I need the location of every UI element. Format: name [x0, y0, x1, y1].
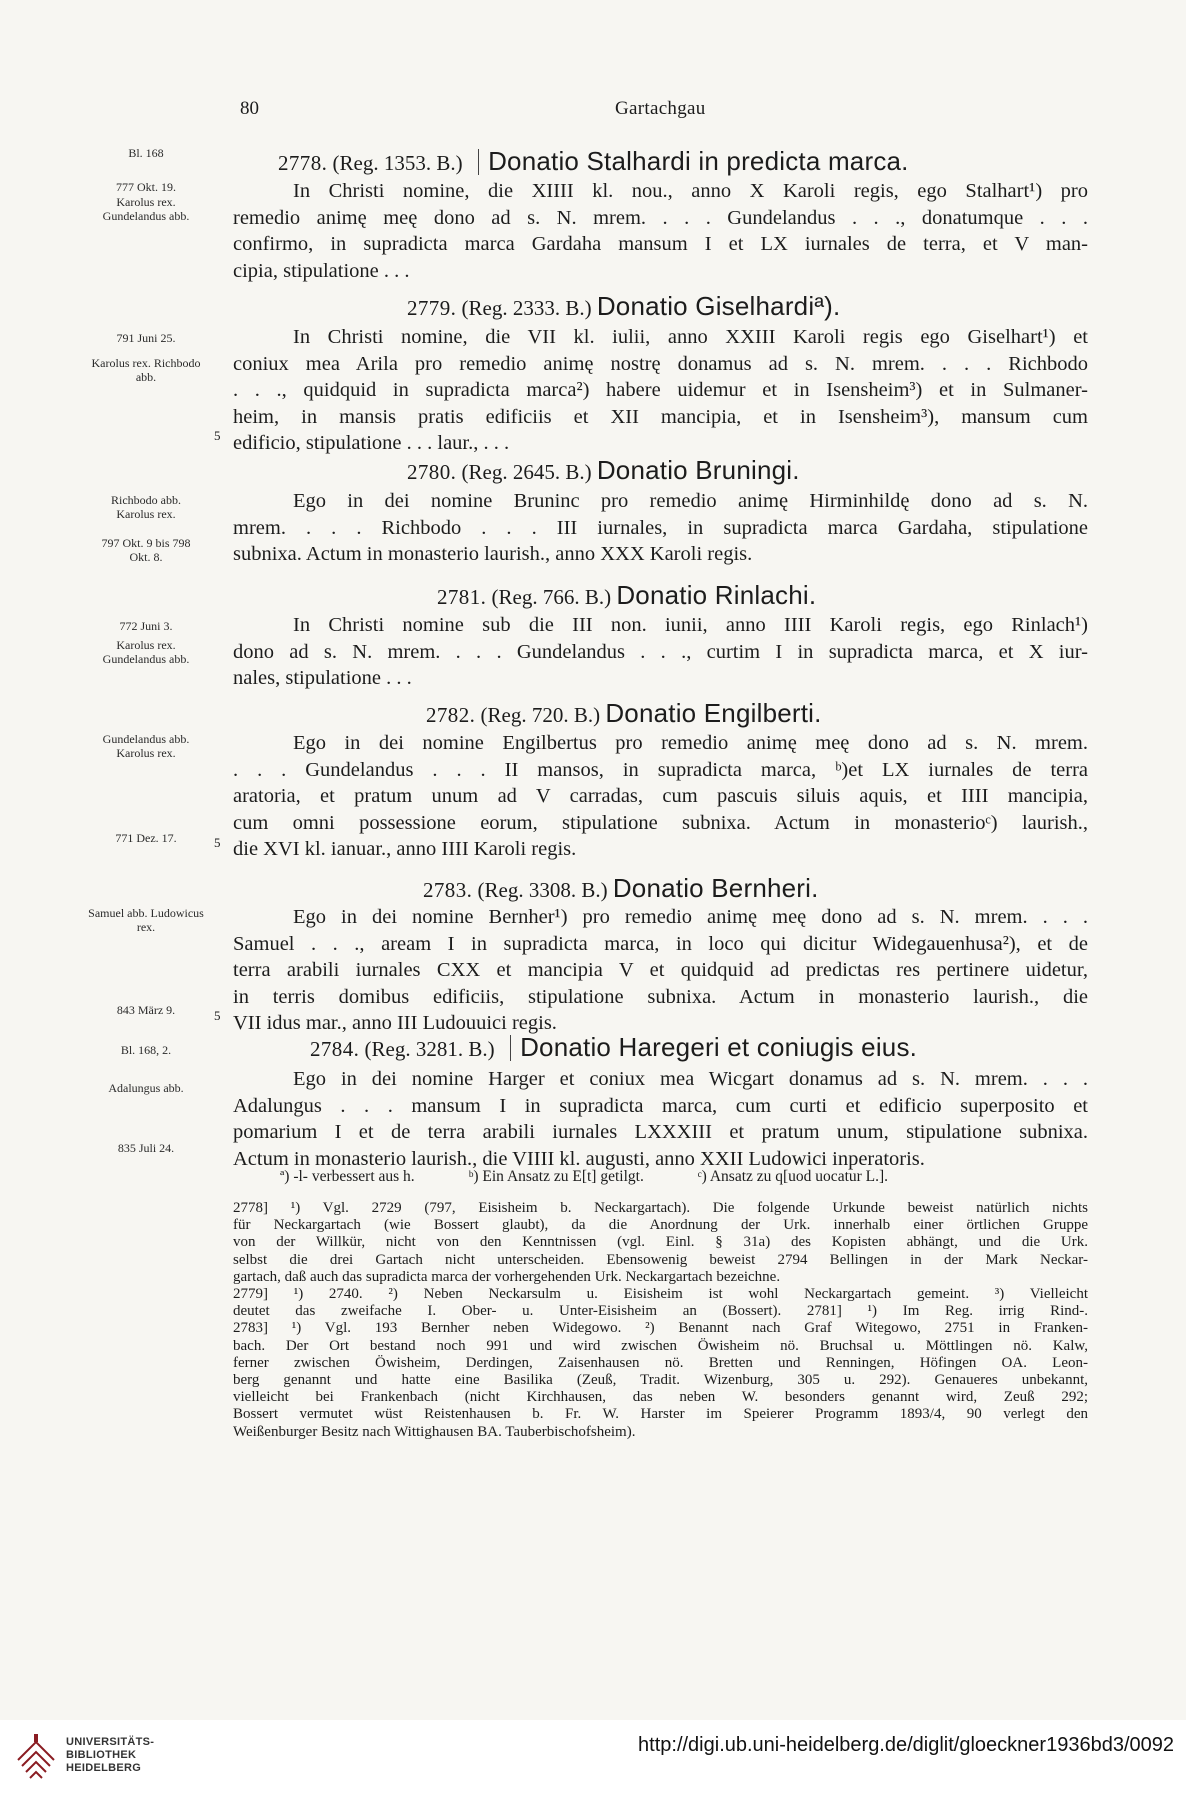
margin-note: Bl. 168, 2. [120, 1043, 172, 1057]
text-line: subnixa. Actum in monasterio laurish., anno XXX Karoli regis. [233, 543, 753, 565]
text-line: VII idus mar., anno III Ludouuici regis. [233, 1012, 557, 1034]
register-ref: (Reg. 2645. B.) [461, 460, 592, 484]
permalink[interactable]: http://digi.ub.uni-heidelberg.de/diglit/gloeckner1936bd3/0092 [638, 1734, 1174, 1756]
footnote-line: selbst die drei Gartach nicht unterscheiden. Ebensowenig beweist 2794 Bellingen in der Mark Neckar- [233, 1251, 1088, 1268]
entry-text [233, 324, 1088, 457]
page-header [0, 98, 1186, 128]
text-line: Ego in dei nomine Bruninc pro remedio animę Hirminhildę dono ad s. N. [293, 490, 1088, 512]
margin-note: Richbodo abb. Karolus rex. [111, 493, 181, 521]
margin-note: Adalungus abb. [108, 1081, 184, 1095]
footnote-line: 2783] ¹) Vgl. 193 Bernher neben Widegowo. ²) Benannt nach Graf Witegowo, 2751 in Franken- [233, 1320, 1088, 1337]
text-line: nales, stipulatione . . . [233, 667, 412, 689]
footnote-line: ferner zwischen Öwisheim, Derdingen, Zaisenhausen nö. Bretten und Renningen, Höfingen OA. Leon- [233, 1354, 1088, 1371]
entry-title: Donatio Rinlachi. [616, 580, 817, 610]
text-line: In Christi nomine, die VII kl. iulii, anno XXIII Karoli regis ego Giselhart¹) et [293, 326, 1088, 348]
footnote-line: gartach, daß auch das supradicta marca der vorhergehenden Urk. Neckargartach bezeichne. [233, 1268, 781, 1285]
footnote-line: vielleicht bei Frankenbach (nicht Kirchhausen, das neben W. besonders genannt wird, Zeuß 292; [233, 1389, 1088, 1406]
entry-number: 2779. [407, 296, 457, 320]
column-bar [510, 1035, 511, 1061]
footnote-line: bach. Der Ort bestand noch 991 und wird zwischen Öwisheim nö. Bruchsal u. Möttlingen nö. Kalw, [233, 1337, 1088, 1354]
text-line: mrem. . . . Richbodo . . . III iurnales, in supradicta marca Gardaha, stipulatione [233, 516, 1088, 539]
text-line: heim, in mansis pratis edificiis et XII mancipia, et in Isensheim³), mansum cum [233, 405, 1088, 428]
entry-title: Donatio Engilberti. [605, 698, 822, 728]
entry-heading [423, 873, 819, 904]
text-line: In Christi nomine, die XIIII kl. nou., anno X Karoli regis, ego Stalhart¹) pro [293, 180, 1088, 202]
margin-note: 791 Juni 25. [116, 331, 176, 345]
register-ref: (Reg. 766. B.) [491, 585, 612, 609]
margin-note: 835 Juli 24. [117, 1141, 175, 1155]
entry-number: 2781. [437, 585, 487, 609]
text-line: Samuel . . ., aream I in supradicta marca, in loco qui dicitur Widegauenhusa²), et de [233, 932, 1088, 955]
margin-note: Karolus rex. Gundelandus abb. [102, 195, 190, 223]
text-line: Ego in dei nomine Bernher¹) pro remedio animę meę dono ad s. N. mrem. . . . [293, 906, 1088, 928]
entry-title: Donatio Bruningi. [596, 455, 800, 485]
text-line: edificio, stipulatione . . . laur., . . . [233, 432, 510, 454]
entry-number: 2784. [310, 1037, 360, 1061]
text-line: dono ad s. N. mrem. . . . Gundelandus . . ., curtim I in supradicta marca, et X iur- [233, 640, 1088, 663]
register-ref: (Reg. 720. B.) [480, 703, 601, 727]
margin-note: Gundelandus abb. Karolus rex. [102, 732, 190, 760]
footnote-line: 2779] ¹) 2740. ²) Neben Neckarsulm u. Eisisheim ist wohl Neckargartach gemeint. ³) Vielleicht [233, 1286, 1088, 1303]
entry-heading [310, 1032, 917, 1063]
entry-text [233, 612, 1088, 692]
footnote-line: Bossert vermutet wüst Reistenhausen b. Fr. W. Harster im Speierer Programm 1893/4, 90 verlegt den [233, 1406, 1088, 1423]
column-bar [478, 149, 479, 175]
footnote-line: deutet das zweifache I. Ober- u. Unter-Eisisheim an (Bossert). 2781] ¹) Im Reg. irrig Rind-. [233, 1303, 1088, 1320]
entry-heading [426, 698, 822, 729]
text-line: cipia, stipulatione . . . [233, 259, 410, 282]
text-line: . . . Gundelandus . . . II mansos, in supradicta marca, ᵇ)et LX iurnales de terra [233, 758, 1088, 781]
margin-note: 843 März 9. [116, 1003, 176, 1017]
footnote-line: Weißenburger Besitz nach Wittighausen BA. Tauberbischofsheim). [233, 1423, 636, 1440]
register-ref: (Reg. 3308. B.) [477, 878, 608, 902]
text-line: in terris domibus edificiis, stipulatione subnixa. Actum in monasterio laurish., die [233, 985, 1088, 1008]
margin-note: Bl. 168 [128, 146, 164, 160]
text-line: Ego in dei nomine Harger et coniux mea Wicgart donamus ad s. N. mrem. . . . [293, 1068, 1088, 1090]
entry-title: Donatio Stalhardi in predicta marca. [488, 146, 909, 176]
text-line: Actum in monasterio laurish., die VIIII kl. augusti, anno XXII Ludowici inperatoris. [233, 1147, 925, 1170]
margin-note: 777 Okt. 19. [116, 180, 176, 194]
text-line: aratoria, et pratum unum ad V carradas, cum pascuis siluis aquis, et IIII mancipia, [233, 785, 1088, 807]
entry-text [233, 904, 1088, 1037]
line-number: 5 [214, 428, 221, 443]
footnotes [233, 1200, 1088, 1441]
line-number: 5 [214, 835, 221, 850]
apparatus-note: ª) -l- verbessert aus h. [280, 1168, 415, 1185]
entry-number: 2780. [407, 460, 457, 484]
margin-note: 797 Okt. 9 bis 798 Okt. 8. [101, 536, 191, 564]
entry-title: Donatio Giselhardiª). [596, 291, 841, 321]
text-line: remedio animę meę dono ad s. N. mrem. . . . Gundelandus . . ., donatumque . . . [233, 206, 1088, 229]
text-line: confirmo, in supradicta marca Gardaha mansum I et LX iurnales de terra, et V man- [233, 233, 1088, 255]
entry-number: 2778. [278, 151, 328, 175]
page-number: 80 [240, 98, 259, 119]
margin-note: 771 Dez. 17. [115, 831, 177, 845]
entry-title: Donatio Haregeri et coniugis eius. [520, 1032, 918, 1062]
margin-note: Karolus rex. Richbodo abb. [91, 356, 201, 384]
text-line: cum omni possessione eorum, stipulatione subnixa. Actum in monasterioᶜ) laurish., [233, 811, 1088, 834]
text-line: Ego in dei nomine Engilbertus pro remedio animę meę dono ad s. N. mrem. [293, 732, 1088, 754]
entry-title: Donatio Bernheri. [612, 873, 819, 903]
register-ref: (Reg. 3281. B.) [364, 1037, 495, 1061]
entry-heading [437, 580, 816, 611]
running-head: Gartachgau [615, 98, 706, 119]
text-line: Adalungus . . . mansum I in supradicta marca, cum curti et edificio superposito et [233, 1094, 1088, 1117]
footnote-line: berg genannt und hatte eine Basilika (Zeuß, Tradit. Wizenburg, 305 u. 292). Genaueres unbekannt, [233, 1372, 1088, 1389]
apparatus-note: ᶜ) Ansatz zu q[uod uocatur L.]. [697, 1168, 889, 1185]
entry-heading [407, 291, 840, 322]
margin-note: 772 Juni 3. [119, 619, 173, 633]
apparatus-note: ᵇ) Ein Ansatz zu E[t] getilgt. [468, 1168, 644, 1185]
entry-text [233, 178, 1088, 284]
entry-text [233, 730, 1088, 863]
line-number: 5 [214, 1008, 221, 1023]
register-ref: (Reg. 2333. B.) [461, 296, 592, 320]
text-line: . . ., quidquid in supradicta marca²) habere uidemur et in Isensheim³) et in Sulmaner- [233, 379, 1088, 401]
footnote-line: von der Willkür, nicht von den Kenntnissen (vgl. Einl. § 31a) des Kopisten abhängt, und die Urk. [233, 1234, 1088, 1251]
register-ref: (Reg. 1353. B.) [332, 151, 463, 175]
footnote-line: für Neckargartach (wie Bossert glaubt), da die Anordnung der Urk. innerhalb einer örtlichen Gruppe [233, 1217, 1088, 1234]
entry-number: 2782. [426, 703, 476, 727]
entry-number: 2783. [423, 878, 473, 902]
university-logo-icon [14, 1730, 58, 1784]
text-line: pomarium I et de terra arabili iurnales LXXXIII et pratum unum, stipulatione subnixa. [233, 1121, 1088, 1143]
margin-note: Karolus rex. Gundelandus abb. [102, 638, 190, 666]
text-line: die XVI kl. ianuar., anno IIII Karoli regis. [233, 838, 577, 860]
margin-note: Samuel abb. Ludowicus rex. [88, 906, 204, 934]
entry-text [233, 488, 1088, 568]
entry-heading [407, 455, 800, 486]
entry-heading [278, 146, 909, 177]
text-line: coniux mea Arila pro remedio animę nostrę donamus ad s. N. mrem. . . . Richbodo [233, 352, 1088, 375]
viewer-footer [0, 1720, 1186, 1795]
text-line: In Christi nomine sub die III non. iunii, anno IIII Karoli regis, ego Rinlach¹) [293, 614, 1088, 636]
library-name: UNIVERSITÄTS- BIBLIOTHEK HEIDELBERG [66, 1736, 155, 1774]
text-line: terra arabili iurnales CXX et mancipia V et quidquid ad predictas res pertinere uidetur, [233, 959, 1088, 981]
apparatus-notes [280, 1168, 1100, 1186]
footnote-line: 2778] ¹) Vgl. 2729 (797, Eisisheim b. Neckargartach). Die folgende Urkunde beweist natürlich nichts [233, 1200, 1088, 1216]
entry-text [233, 1066, 1088, 1172]
